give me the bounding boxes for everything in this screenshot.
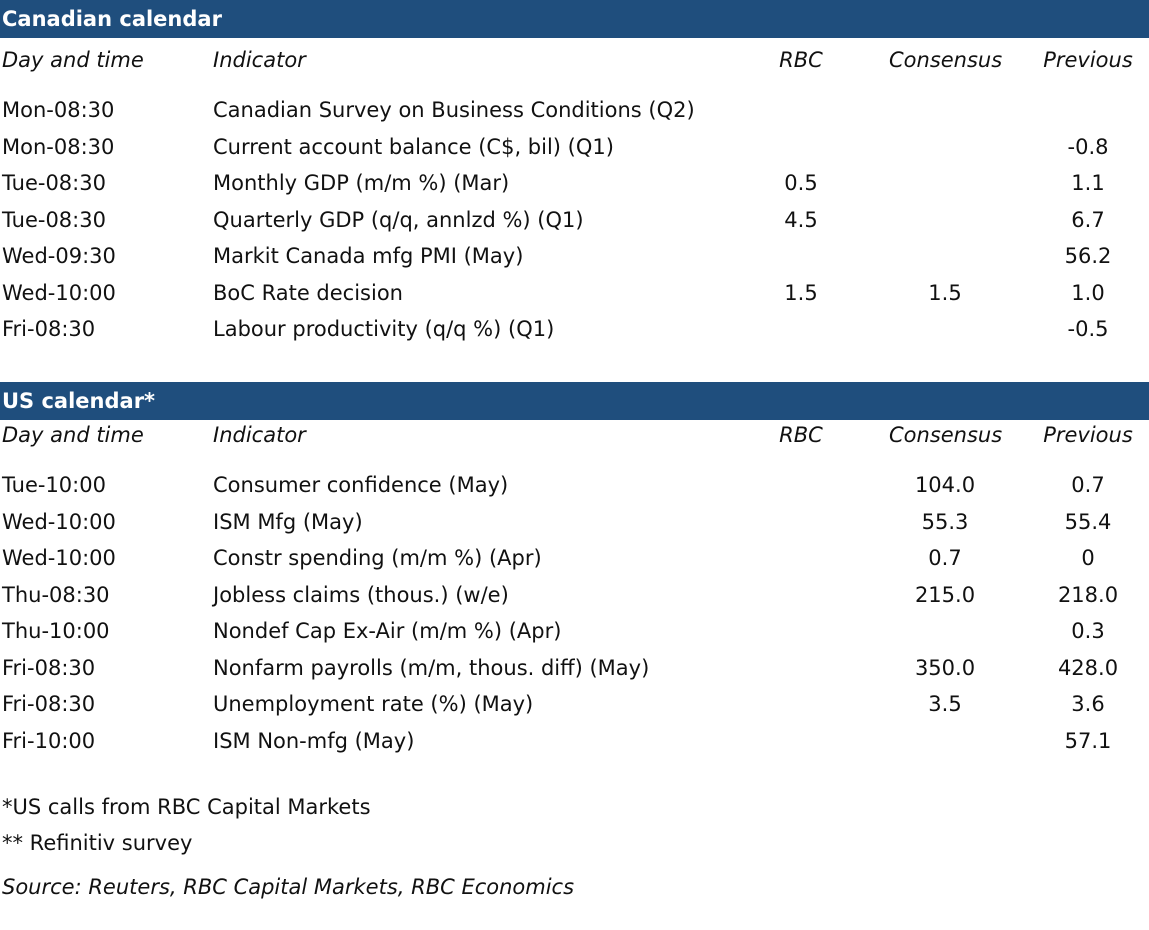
- table-row: [0, 724, 1149, 758]
- source-note: Source: Reuters, RBC Capital Markets, RBC Economics: [2, 875, 575, 899]
- cell-indicator: Labour productivity (q/q %) (Q1): [213, 317, 555, 341]
- header-day-and-time: Day and time: [2, 48, 144, 72]
- header-consensus: Consensus: [889, 48, 1003, 72]
- table-row: [0, 239, 1149, 273]
- cell-day: Wed-09:30: [2, 244, 116, 268]
- footnote-refinitiv-survey: ** Refinitiv survey: [2, 831, 193, 855]
- cell-consensus: 1.5: [928, 280, 962, 305]
- cell-previous: 428.0: [1057, 655, 1119, 680]
- cell-indicator: ISM Mfg (May): [213, 509, 363, 534]
- cell-previous: 6.7: [1071, 207, 1105, 232]
- table-row: [0, 468, 1149, 502]
- table-row: [0, 505, 1149, 539]
- cell-day: Thu-08:30: [2, 582, 110, 607]
- cell-day: Mon-08:30: [2, 98, 115, 122]
- table-row: [0, 93, 1149, 127]
- header-rbc: RBC: [779, 423, 823, 447]
- cell-previous: 57.1: [1064, 728, 1112, 753]
- table-row: [0, 312, 1149, 346]
- cell-indicator: Markit Canada mfg PMI (May): [213, 244, 524, 268]
- cell-indicator: Quarterly GDP (q/q, annlzd %) (Q1): [213, 207, 584, 232]
- cell-day: Tue-08:30: [2, 171, 106, 195]
- table-row: [0, 276, 1149, 310]
- canadian-calendar-title: Canadian calendar: [0, 0, 1149, 38]
- table-row: [0, 541, 1149, 575]
- cell-previous: 56.2: [1064, 244, 1112, 268]
- cell-rbc: 4.5: [784, 207, 818, 232]
- cell-day: Fri-08:30: [2, 317, 96, 341]
- cell-consensus: 0.7: [928, 546, 962, 570]
- cell-previous: 218.0: [1057, 582, 1119, 607]
- cell-indicator: Canadian Survey on Business Conditions (Q2): [213, 98, 695, 122]
- header-rbc: RBC: [779, 48, 823, 72]
- cell-indicator: Nondef Cap Ex-Air (m/m %) (Apr): [213, 619, 562, 643]
- cell-previous: -0.5: [1067, 317, 1109, 341]
- cell-previous: 1.1: [1071, 171, 1105, 195]
- cell-day: Tue-10:00: [2, 473, 106, 497]
- cell-indicator: Current account balance (C$, bil) (Q1): [213, 134, 614, 159]
- cell-day: Wed-10:00: [2, 509, 116, 534]
- cell-day: Tue-08:30: [2, 207, 106, 232]
- cell-indicator: Jobless claims (thous.) (w/e): [213, 582, 509, 607]
- cell-indicator: Monthly GDP (m/m %) (Mar): [213, 171, 510, 195]
- cell-day: Fri-08:30: [2, 692, 96, 716]
- cell-previous: 0: [1081, 546, 1095, 570]
- cell-previous: 55.4: [1064, 509, 1112, 534]
- cell-indicator: Constr spending (m/m %) (Apr): [213, 546, 542, 570]
- cell-previous: 3.6: [1071, 692, 1105, 716]
- cell-indicator: Nonfarm payrolls (m/m, thous. diff) (May): [213, 655, 650, 680]
- cell-day: Fri-08:30: [2, 655, 96, 680]
- table-row: [0, 687, 1149, 721]
- cell-consensus: 215.0: [914, 582, 976, 607]
- table-row: [0, 578, 1149, 612]
- us-header-row: [0, 418, 1149, 452]
- table-row: [0, 203, 1149, 237]
- cell-previous: -0.8: [1067, 134, 1109, 159]
- table-row: [0, 130, 1149, 164]
- header-previous: Previous: [1043, 48, 1133, 72]
- cell-day: Mon-08:30: [2, 134, 115, 159]
- cell-indicator: ISM Non-mfg (May): [213, 728, 415, 753]
- header-indicator: Indicator: [213, 423, 306, 447]
- cell-indicator: Consumer confidence (May): [213, 473, 509, 497]
- cell-rbc: 1.5: [784, 280, 818, 305]
- cell-day: Wed-10:00: [2, 546, 116, 570]
- header-previous: Previous: [1043, 423, 1133, 447]
- cell-consensus: 350.0: [914, 655, 976, 680]
- table-row: [0, 614, 1149, 648]
- table-row: [0, 651, 1149, 685]
- header-day-and-time: Day and time: [2, 423, 144, 447]
- canadian-header-row: [0, 43, 1149, 77]
- cell-previous: 1.0: [1071, 280, 1105, 305]
- cell-rbc: 0.5: [784, 171, 818, 195]
- cell-consensus: 3.5: [928, 692, 962, 716]
- cell-consensus: 104.0: [914, 473, 976, 497]
- us-calendar-title: US calendar*: [0, 382, 1149, 420]
- cell-previous: 0.3: [1071, 619, 1105, 643]
- header-consensus: Consensus: [889, 423, 1003, 447]
- cell-day: Thu-10:00: [2, 619, 110, 643]
- footnote-us-calls: *US calls from RBC Capital Markets: [2, 795, 371, 819]
- cell-indicator: Unemployment rate (%) (May): [213, 692, 534, 716]
- cell-day: Wed-10:00: [2, 280, 116, 305]
- cell-day: Fri-10:00: [2, 728, 96, 753]
- header-indicator: Indicator: [213, 48, 306, 72]
- cell-indicator: BoC Rate decision: [213, 280, 403, 305]
- table-row: [0, 166, 1149, 200]
- cell-previous: 0.7: [1071, 473, 1105, 497]
- cell-consensus: 55.3: [921, 509, 969, 534]
